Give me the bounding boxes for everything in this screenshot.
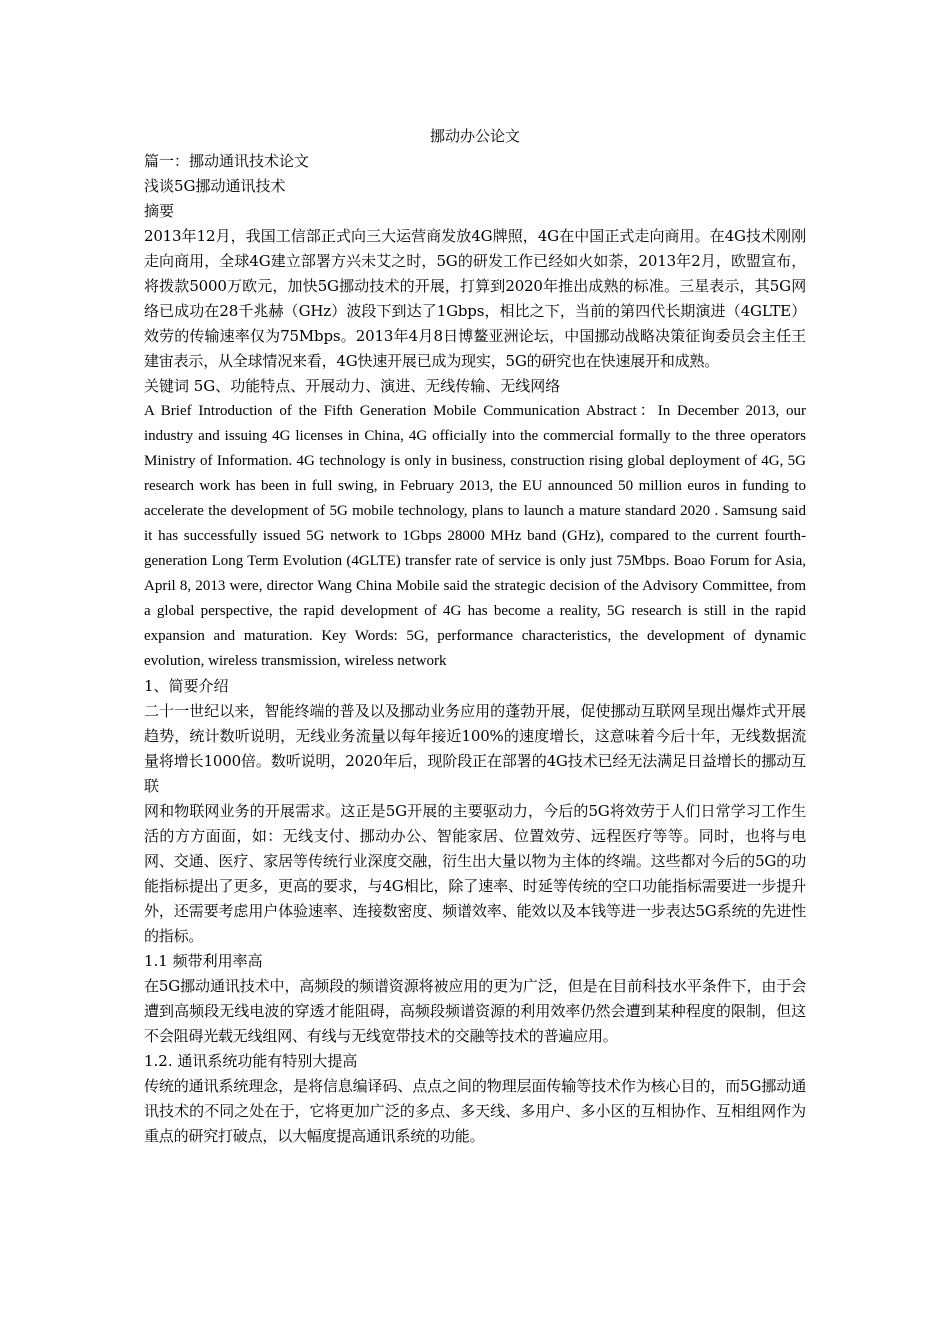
document-body: [144, 124, 806, 1149]
section-1-paragraph-2: 网和物联网业务的开展需求。这正是5G开展的主要驱动力，今后的5G将效劳于人们日常学习工作生活的方方面面，如：无线支付、挪动办公、智能家居、位置效劳、远程医疗等等。同时，也将与电网、交通、医疗、家居等传统行业深度交融，衍生出大量以物为主体的终端。这些都对今后的5G的功能指标提出了更多，更高的要求，与4G相比，除了速率、时延等传统的空口功能指标需要进一步提升外，还需要考虑用户体验速率、连接数密度、频谱效率、能效以及本钱等进一步表达5G系统的先进性的指标。: [144, 802, 806, 945]
heading-part-one: 篇一：挪动通讯技术论文: [144, 152, 310, 170]
keywords-line: 关键词 5G、功能特点、开展动力、演进、无线传输、无线网络: [144, 377, 561, 395]
section-1-heading: 1、简要介绍: [144, 677, 229, 695]
section-1-1-paragraph: 在5G挪动通讯技术中，高频段的频谱资源将被应用的更为广泛，但是在目前科技水平条件下，由于会遭到高频段无线电波的穿透才能阻碍，高频段频谱资源的利用效率仍然会遭到某种程度的限制，但这不会阻碍光载无线组网、有线与无线宽带技术的交融等技术的普遍应用。: [144, 977, 806, 1045]
section-1-2-paragraph: 传统的通讯系统理念，是将信息编译码、点点之间的物理层面传输等技术作为核心目的，而5G挪动通讯技术的不同之处在于，它将更加广泛的多点、多天线、多用户、多小区的互相协作、互相组网作为重点的研究打破点，以大幅度提高通讯系统的功能。: [144, 1077, 806, 1145]
paper-title: 浅谈5G挪动通讯技术: [144, 177, 286, 195]
document-title: 挪动办公论文: [429, 127, 520, 145]
abstract-heading: 摘要: [144, 202, 175, 220]
english-abstract-paragraph: A Brief Introduction of the Fifth Generation Mobile Communication Abstract：In December 2013, our industry and issuing 4G licenses in China, 4G officially into the commercial formally to the three operators Ministry of Information. 4G technology is only in business, construction rising global deployment of 4G, 5G research work has been in full swing, in February 2013, the EU announced 50 million euros in funding to accelerate the development of 5G mobile technology, plans to launch a mature standard 2020 . Samsung said it has successfully issued 5G network to 1Gbps 28000 MHz band (GHz), compared to the current fourth-generation Long Term Evolution (4GLTE) transfer rate of service is only just 75Mbps. Boao Forum for Asia, April 8, 2013 were, director Wang China Mobile said the strategic decision of the Advisory Committee, from a global perspective, the rapid development of 4G has become a reality, 5G research is still in the rapid expansion and maturation. Key Words: 5G, performance characteristics, the development of dynamic evolution, wireless transmission, wireless network: [144, 403, 806, 669]
abstract-paragraph: 2013年12月，我国工信部正式向三大运营商发放4G牌照，4G在中国正式走向商用。在4G技术刚刚走向商用，全球4G建立部署方兴未艾之时，5G的研发工作已经如火如荼，2013年2月，欧盟宣布，将拨款5000万欧元，加快5G挪动技术的开展，打算到2020年推出成熟的标准。三星表示，其5G网络已成功在28千兆赫（GHz）波段下到达了1Gbps，相比之下，当前的第四代长期演进（4GLTE）效劳的传输速率仅为75Mbps。2013年4月8日博鳌亚洲论坛，中国挪动战略决策征询委员会主任王建宙表示，从全球情况来看，4G快速开展已成为现实，5G的研究也在快速展开和成熟。: [144, 227, 806, 370]
section-1-paragraph-1: 二十一世纪以来，智能终端的普及以及挪动业务应用的蓬勃开展，促使挪动互联网呈现出爆炸式开展趋势，统计数听说明，无线业务流量以每年接近100%的速度增长，这意味着今后十年，无线数据流量将增长1000倍。数听说明，2020年后，现阶段正在部署的4G技术已经无法满足日益增长的挪动互联: [144, 702, 806, 795]
section-1-1-heading: 1.1 频带利用率高: [144, 952, 263, 970]
section-1-2-heading: 1.2. 通讯系统功能有特别大提高: [144, 1052, 358, 1070]
